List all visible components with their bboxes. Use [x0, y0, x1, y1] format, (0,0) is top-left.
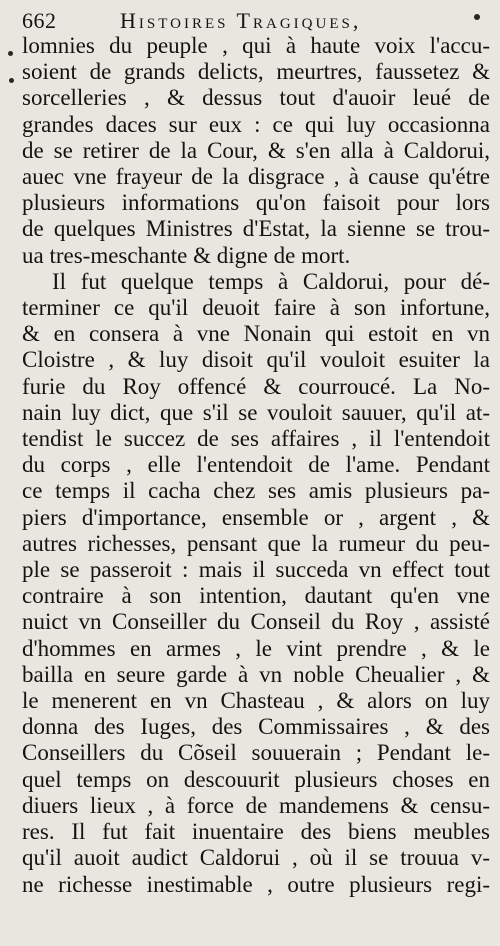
running-title: Histoires Tragiques,	[120, 8, 362, 33]
text-line: ua tres-meschante & digne de mort.	[22, 242, 351, 268]
text-line: ce temps il cacha chez ses amis plusieurs pa-	[22, 478, 490, 504]
text-line: piers d'importance, ensemble or , argent , &	[22, 504, 490, 530]
text-line: grandes daces sur eux : ce qui luy occasionna	[22, 111, 490, 137]
ink-speck	[474, 14, 480, 20]
text-line: bailla en seure garde à vn noble Cheualier , &	[22, 661, 490, 687]
ink-speck	[9, 78, 14, 83]
text-line: diuers lieux , à force de mandemens & censu-	[22, 792, 490, 818]
text-line: le menerent en vn Chasteau , & alors on luy	[22, 688, 490, 714]
text-line: tendist le succez de ses affaires , il l'entendoit	[22, 426, 490, 452]
text-line: res. Il fut fait inuentaire des biens meubles	[22, 819, 490, 845]
paragraph	[22, 269, 490, 898]
text-line: furie du Roy offencé & courroucé. La No-	[22, 373, 490, 399]
ink-speck	[8, 51, 13, 56]
text-line: soient de grands delicts, meurtres, faussetez &	[22, 59, 490, 85]
text-line: qu'il auoit audict Caldorui , où il se trouua v-	[22, 845, 490, 871]
text-line: Il fut quelque temps à Caldorui, pour dé-	[52, 268, 490, 294]
text-line: lomnies du peuple , qui à haute voix l'accu-	[22, 33, 490, 58]
text-line: contraire à son intention, dautant qu'en vne	[22, 583, 490, 609]
text-line: autres richesses, pensant que la rumeur du peu-	[22, 530, 490, 556]
text-line: ple se passeroit : mais il succeda vn effect tout	[22, 557, 490, 583]
text-line: sorcelleries , & dessus tout d'auoir leué de	[22, 85, 490, 111]
paragraph	[22, 33, 490, 269]
text-line: plusieurs informations qu'on faisoit pour lors	[22, 190, 490, 216]
page-number: 662	[22, 8, 57, 33]
text-line: de quelques Ministres d'Estat, la sienne se trou-	[22, 216, 490, 242]
page-header	[22, 6, 486, 34]
text-line: ne richesse inestimable , outre plusieurs regi-	[22, 871, 490, 897]
body-text	[22, 33, 490, 898]
text-line: Cloistre , & luy disoit qu'il vouloit esuiter la	[22, 347, 490, 373]
text-line: du corps , elle l'entendoit de l'ame. Pendant	[22, 452, 490, 478]
text-line: Conseillers du Cõseil souuerain ; Pendant le-	[22, 740, 490, 766]
text-line: donna des Iuges, des Commissaires , & des	[22, 714, 490, 740]
text-line: nuict vn Conseiller du Conseil du Roy , assisté	[22, 609, 490, 635]
text-line: & en consera à vne Nonain qui estoit en vn	[22, 321, 490, 347]
text-line: de se retirer de la Cour, & s'en alla à Caldorui,	[22, 137, 490, 163]
text-line: quel temps on descouurit plusieurs choses en	[22, 766, 490, 792]
text-line: auec vne frayeur de la disgrace , à cause qu'étre	[22, 164, 490, 190]
text-line: d'hommes en armes , le vint prendre , & le	[22, 635, 490, 661]
text-line: nain luy dict, que s'il se vouloit sauuer, qu'il at-	[22, 399, 490, 425]
text-line: terminer ce qu'il deuoit faire à son infortune,	[22, 295, 490, 321]
